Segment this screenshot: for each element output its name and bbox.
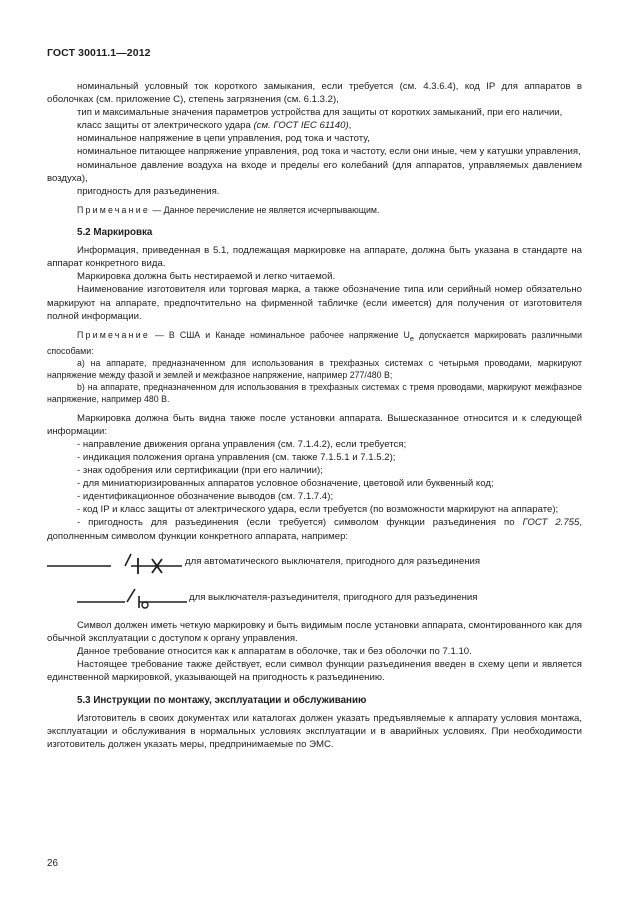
list-item-tail: , дополненным символом функции конкретного аппарата, например: xyxy=(47,517,582,542)
class-line-reference: (см. ГОСТ IEC 61140) xyxy=(253,120,349,132)
list-item: - код IP и класс защиты от электрического удара, если требуется (по возможности маркируют на аппарате); xyxy=(77,504,559,516)
note-label: Примечание xyxy=(77,329,150,340)
paragraph xyxy=(47,119,582,132)
circuit-breaker-symbol-label: для автоматического выключателя, пригодного для разъединения xyxy=(185,555,481,567)
paragraph: номинальное давление воздуха на входе и пределы его колебаний (для аппаратов, управляемых давлением воздуха), xyxy=(47,159,582,184)
paragraph: Маркировка должна быть нестираемой и легко читаемой. xyxy=(77,271,336,283)
list-item: - индикация положения органа управления (см. также 7.1.5.1 и 7.1.5.2); xyxy=(77,451,396,463)
document-body xyxy=(47,80,582,751)
paragraph: номинальный условный ток короткого замыкания, если требуется (см. 4.3.6.4), код IP для аппаратов в оболочках (см. приложение С), степень загрязнения (см. 6.1.3.2), xyxy=(47,81,582,106)
page-number: 26 xyxy=(47,858,58,869)
list-item: - идентификационное обозначение выводов (см. 7.1.7.4); xyxy=(77,491,334,503)
class-line-text: класс защиты от электрического удара xyxy=(77,120,254,132)
list-item xyxy=(47,516,582,542)
note xyxy=(47,204,582,216)
section-heading: 5.2 Маркировка xyxy=(77,227,153,239)
switch-disconnector-symbol-label: для выключателя-разъединителя, пригодного для разъединения xyxy=(189,591,478,603)
paragraph: Данное требование относится как к аппаратам в оболочке, так и без оболочки по 7.1.10. xyxy=(77,645,472,657)
class-line-tail: , xyxy=(348,120,352,132)
document-header: ГОСТ 30011.1—2012 xyxy=(47,47,151,59)
note-item: a) на аппарате, предназначенном для использования в трехфазных системах с четырьмя проводами, маркируют напряжение между фазой и землей и межфазное напряжение, например 277/480 В; xyxy=(47,357,582,381)
note-item: b) на аппарате, предназначенном для использования в трехфазных системах с тремя проводами, маркируют межфазное напряжение, например 480 В. xyxy=(47,382,582,405)
list-item-text: - пригодность для разъединения (если требуется) символом функции разъединения по xyxy=(77,517,523,529)
switch-disconnector-symbol-row xyxy=(47,583,582,613)
section-heading: 5.3 Инструкции по монтажу, эксплуатации и обслуживанию xyxy=(77,695,367,707)
note-text: — Данное перечисление не является исчерпывающим. xyxy=(152,204,380,215)
list-item: - знак одобрения или сертификации (при его наличии); xyxy=(77,465,323,477)
paragraph: Маркировка должна быть видна также после установки аппарата. Вышесказанное относится и к следующей информации: xyxy=(47,412,582,437)
note-text-continued: допускается маркировать различными способами: xyxy=(47,329,582,356)
list-item: - направление движения органа управления (см. 7.1.4.2), если требуется; xyxy=(77,438,407,450)
note xyxy=(47,329,582,357)
circuit-breaker-symbol xyxy=(47,547,187,577)
paragraph: Информация, приведенная в 5.1, подлежащая маркировке на аппарате, должна быть указана в стандарте на аппарат конкретного вида. xyxy=(47,245,582,270)
switch-disconnector-symbol xyxy=(47,583,192,613)
paragraph: Изготовитель в своих документах или каталогах должен указать предъявляемые к аппарату условия монтажа, эксплуатации и обслуживания в нормальных условиях эксплуатации и в аварийных условиях. При необходимости изготовитель должен указать меры, предпринимаемые по ЭМС. xyxy=(47,713,582,751)
note-label: Примечание xyxy=(77,204,150,215)
note-text: — В США и Канаде номинальное рабочее напряжение U xyxy=(155,329,410,340)
paragraph: номинальное питающее напряжение управления, род тока и частоту, если они иные, чем у катушки управления, xyxy=(77,146,581,158)
paragraph: Символ должен иметь четкую маркировку и быть видимым после установки аппарата, смонтированного как для обычной эксплуатации с доступом к органу управления. xyxy=(47,619,582,644)
standard-reference: ГОСТ 2.755 xyxy=(522,517,580,529)
circuit-breaker-symbol-row xyxy=(47,547,582,577)
note-subscript: e xyxy=(409,333,414,343)
paragraph: Наименование изготовителя или торговая марка, а также обозначение типа или серийный номер обязательно маркируют на аппарате, предпочтительно на фирменной табличке (если имеется) для получения от изготовителя полной информации. xyxy=(47,284,582,322)
paragraph: тип и максимальные значения параметров устройства для защиты от коротких замыканий, при его наличии, xyxy=(77,107,563,119)
paragraph: пригодность для разъединения. xyxy=(77,185,220,197)
paragraph: Настоящее требование также действует, если символ функции разъединения введен в схему цепи и является единственной маркировкой, указывающей на пригодность к разъединению. xyxy=(47,658,582,683)
paragraph: номинальное напряжение в цепи управления, род тока и частоту, xyxy=(77,133,370,145)
list-item: - для миниатюризированных аппаратов условное обозначение, цветовой или буквенный код; xyxy=(77,478,494,490)
